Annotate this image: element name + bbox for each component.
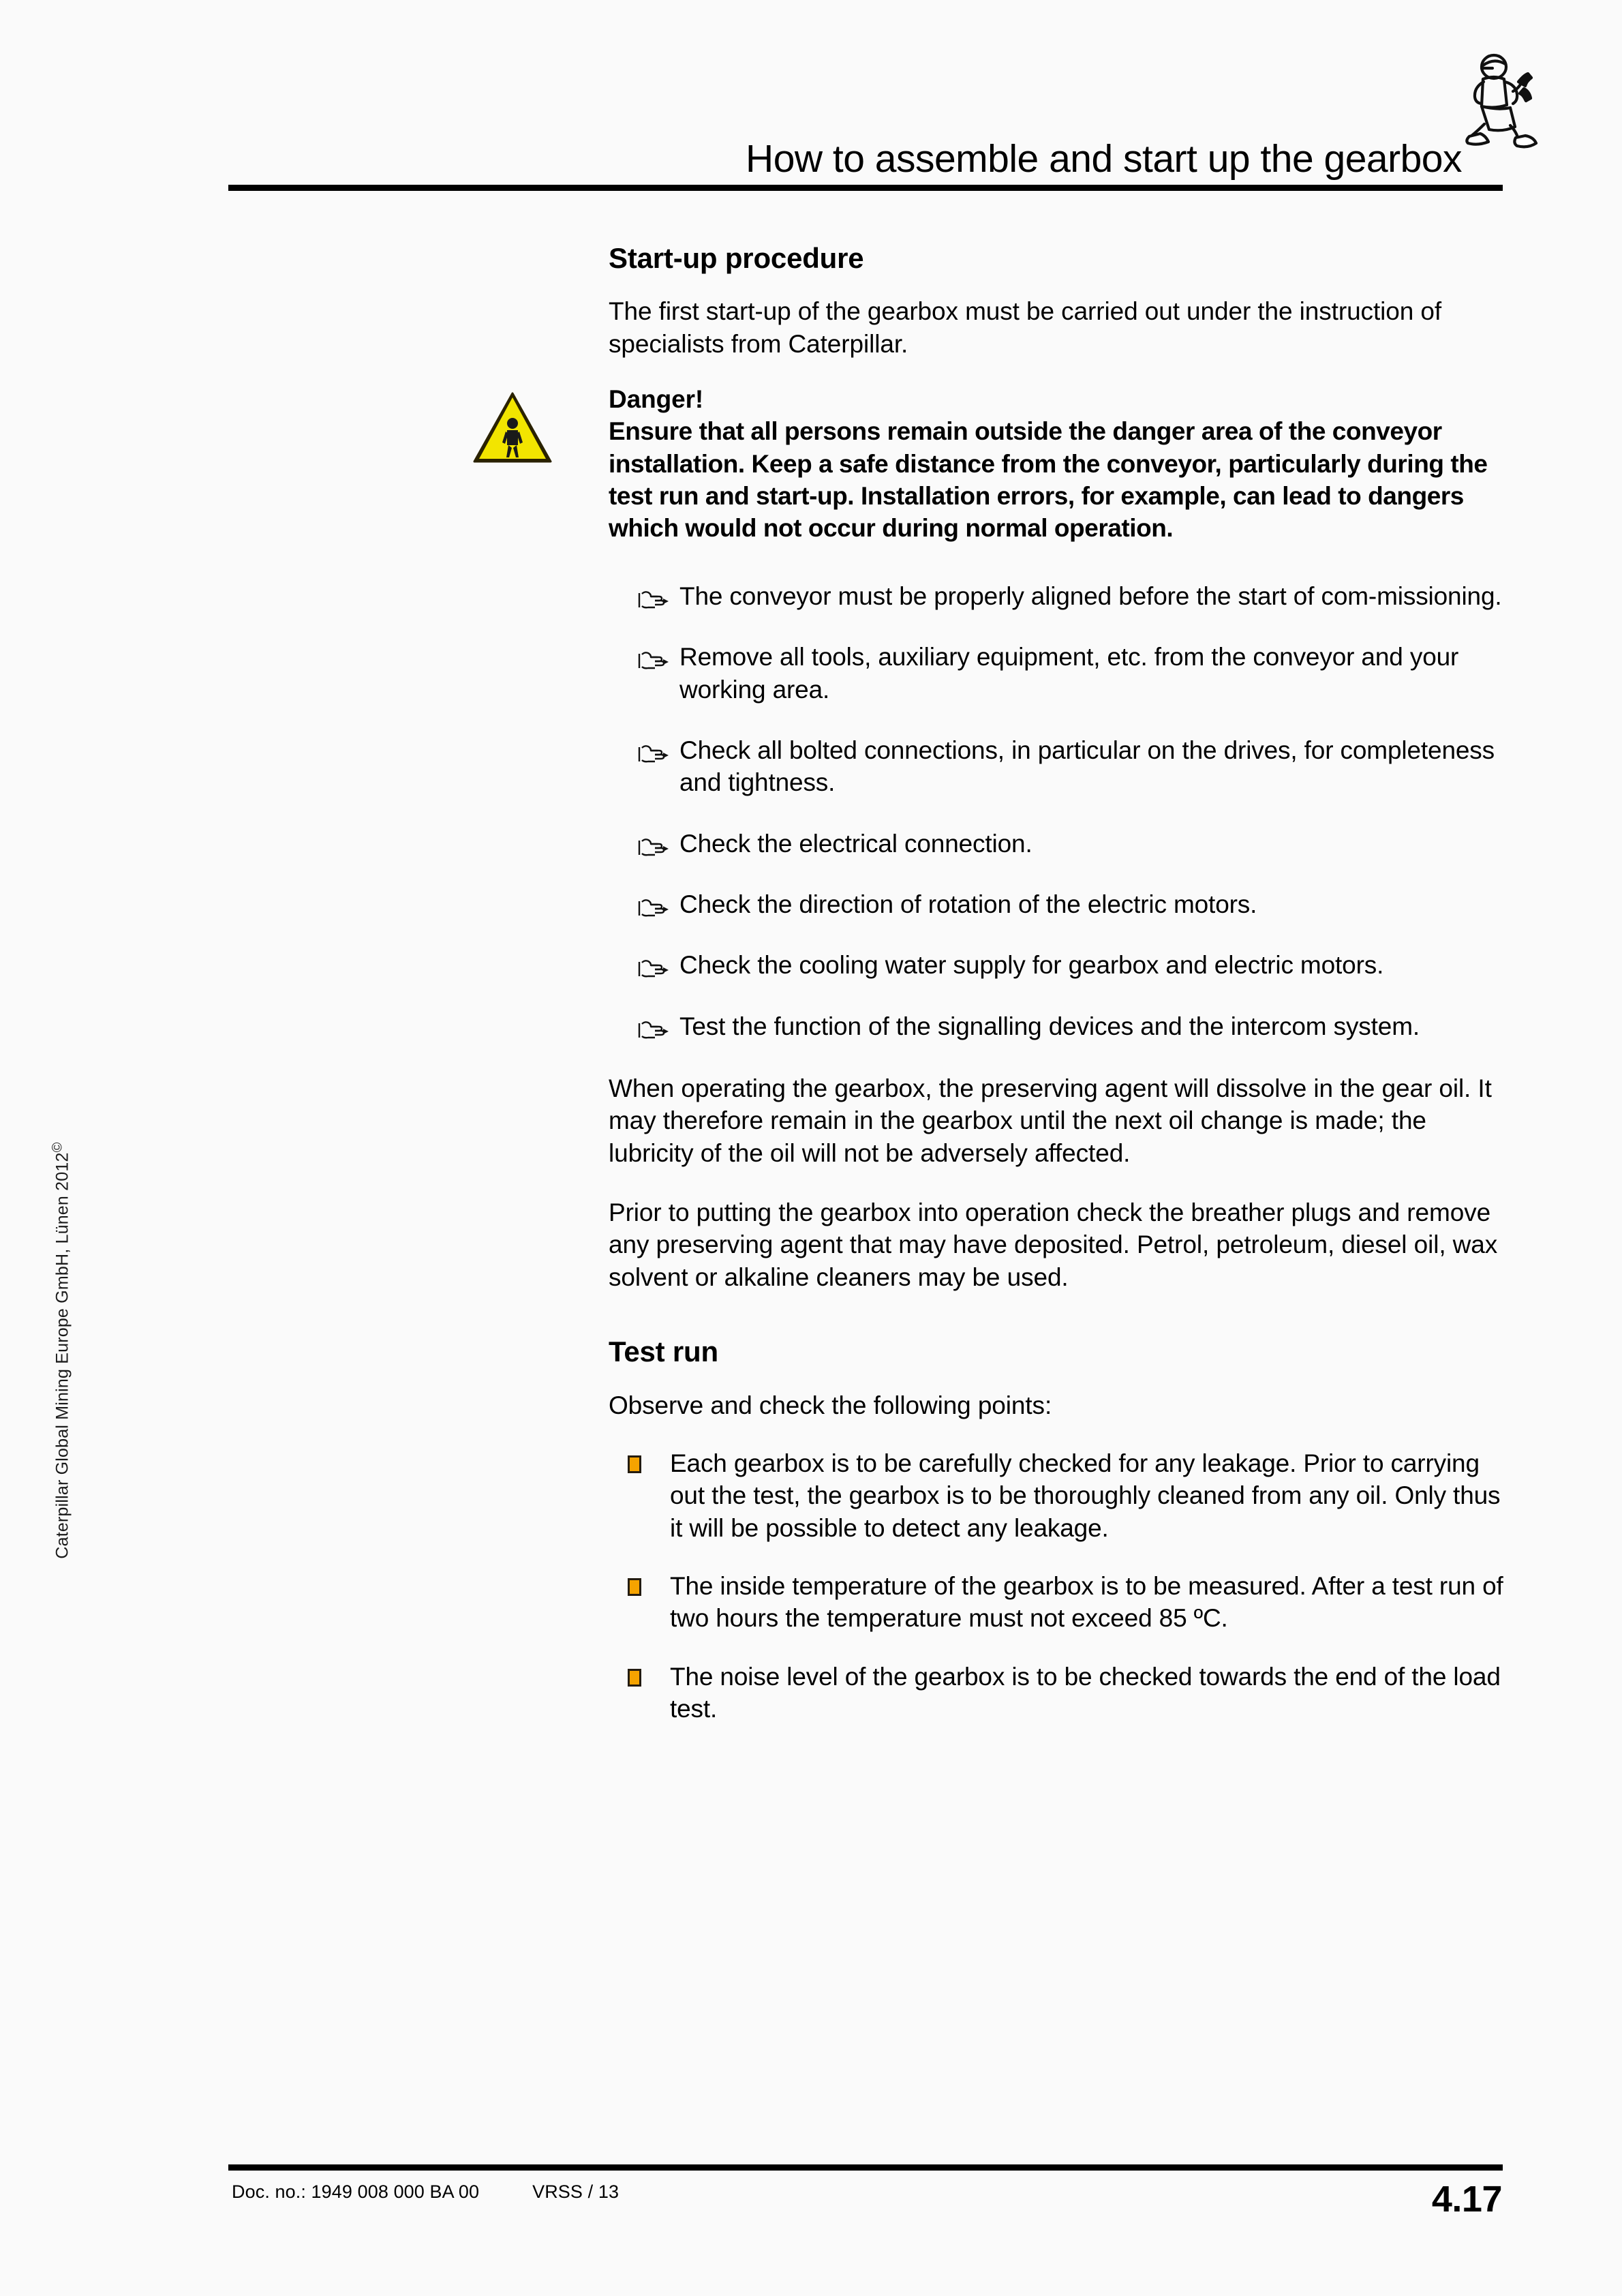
startup-intro-paragraph: The first start-up of the gearbox must be carried out under the instruction of specialists from Caterpillar. [609, 297, 1442, 358]
header-divider [228, 185, 1503, 191]
footer-doc-number: Doc. no.: 1949 008 000 BA 00 [232, 2181, 480, 2202]
list-item-text: Check all bolted connections, in particular on the drives, for completeness and tightness. [679, 736, 1495, 797]
danger-notice [609, 383, 1505, 545]
test-run-intro-paragraph: Observe and check the following points: [609, 1391, 1052, 1419]
danger-body-text: Ensure that all persons remain outside the danger area of the conveyor installation. Keep a safe distance from the conveyor, particularly during the test run and start-up. Installation errors, for example, can lead to dangers which would not occur during normal operation. [609, 417, 1488, 543]
list-item [637, 888, 1505, 920]
copyright-text: Caterpillar Global Mining Europe GmbH, Lünen 2012 [52, 1152, 72, 1559]
pointing-hand-icon [637, 894, 670, 916]
list-item [625, 1661, 1505, 1725]
list-item-text: The conveyor must be properly aligned before the start of com-missioning. [679, 581, 1502, 610]
startup-procedure-heading: Start-up procedure [609, 242, 864, 274]
pointing-hand-icon [637, 834, 670, 856]
list-item-text: Check the direction of rotation of the electric motors. [679, 890, 1257, 918]
list-item-text: Check the cooling water supply for gearbox and electric motors. [679, 951, 1384, 980]
footer-revision: VRSS / 13 [532, 2181, 619, 2202]
breather-plugs-paragraph: Prior to putting the gearbox into operation check the breather plugs and remove any preserving agent that may have deposited. Petrol, petroleum, diesel oil, wax solvent or alkaline cleaners may be used. [609, 1198, 1498, 1291]
copyright-sidebar [50, 727, 72, 1559]
page-title: How to assemble and start up the gearbox [746, 137, 1462, 181]
kneeling-worker-with-tool-icon [1458, 49, 1547, 151]
test-run-heading: Test run [609, 1335, 718, 1368]
list-item-text: The noise level of the gearbox is to be checked towards the end of the load test. [670, 1662, 1501, 1723]
pointing-hand-icon [637, 955, 670, 977]
orange-square-bullet-icon [628, 1669, 641, 1687]
page-number: 4.17 [1431, 2179, 1502, 2220]
list-item-text: Test the function of the signalling devices and the intercom system. [679, 1012, 1420, 1040]
list-item [637, 828, 1505, 860]
preserving-agent-paragraph: When operating the gearbox, the preserving agent will dissolve in the gear oil. It may therefore remain in the gearbox until the next oil change is made; the lubricity of the oil will not be adversely affected. [609, 1074, 1492, 1167]
list-item [637, 949, 1505, 981]
orange-square-bullet-icon [628, 1578, 641, 1596]
pointing-hand-icon [637, 647, 670, 669]
main-content [609, 242, 1505, 1725]
pointing-hand-icon [637, 586, 670, 608]
startup-checklist [609, 580, 1505, 1042]
page-header [228, 102, 1503, 191]
footer-divider [228, 2164, 1503, 2171]
list-item-text: Each gearbox is to be carefully checked for any leakage. Prior to carrying out the test, the gearbox is to be thoroughly cleaned from any oil. Only thus it will be possible to detect any leakage. [670, 1449, 1501, 1542]
orange-square-bullet-icon [628, 1455, 641, 1473]
list-item [625, 1447, 1505, 1544]
list-item [637, 734, 1505, 799]
list-item-text: The inside temperature of the gearbox is to be measured. After a test run of two hours the temperature must not exceed 85 ºC. [670, 1571, 1503, 1633]
pointing-hand-icon [637, 1016, 670, 1038]
list-item [625, 1570, 1505, 1635]
list-item-text: Check the electrical connection. [679, 829, 1032, 858]
danger-label: Danger! [609, 385, 704, 414]
list-item [637, 580, 1505, 612]
pointing-hand-icon [637, 740, 670, 762]
footer-document-info [232, 2181, 619, 2203]
list-item-text: Remove all tools, auxiliary equipment, etc. from the conveyor and your working area. [679, 643, 1459, 704]
warning-triangle-icon [472, 391, 553, 465]
list-item [637, 641, 1505, 706]
test-run-checklist [609, 1447, 1505, 1725]
list-item [637, 1010, 1505, 1042]
copyright-mark-icon: © [50, 1142, 65, 1153]
